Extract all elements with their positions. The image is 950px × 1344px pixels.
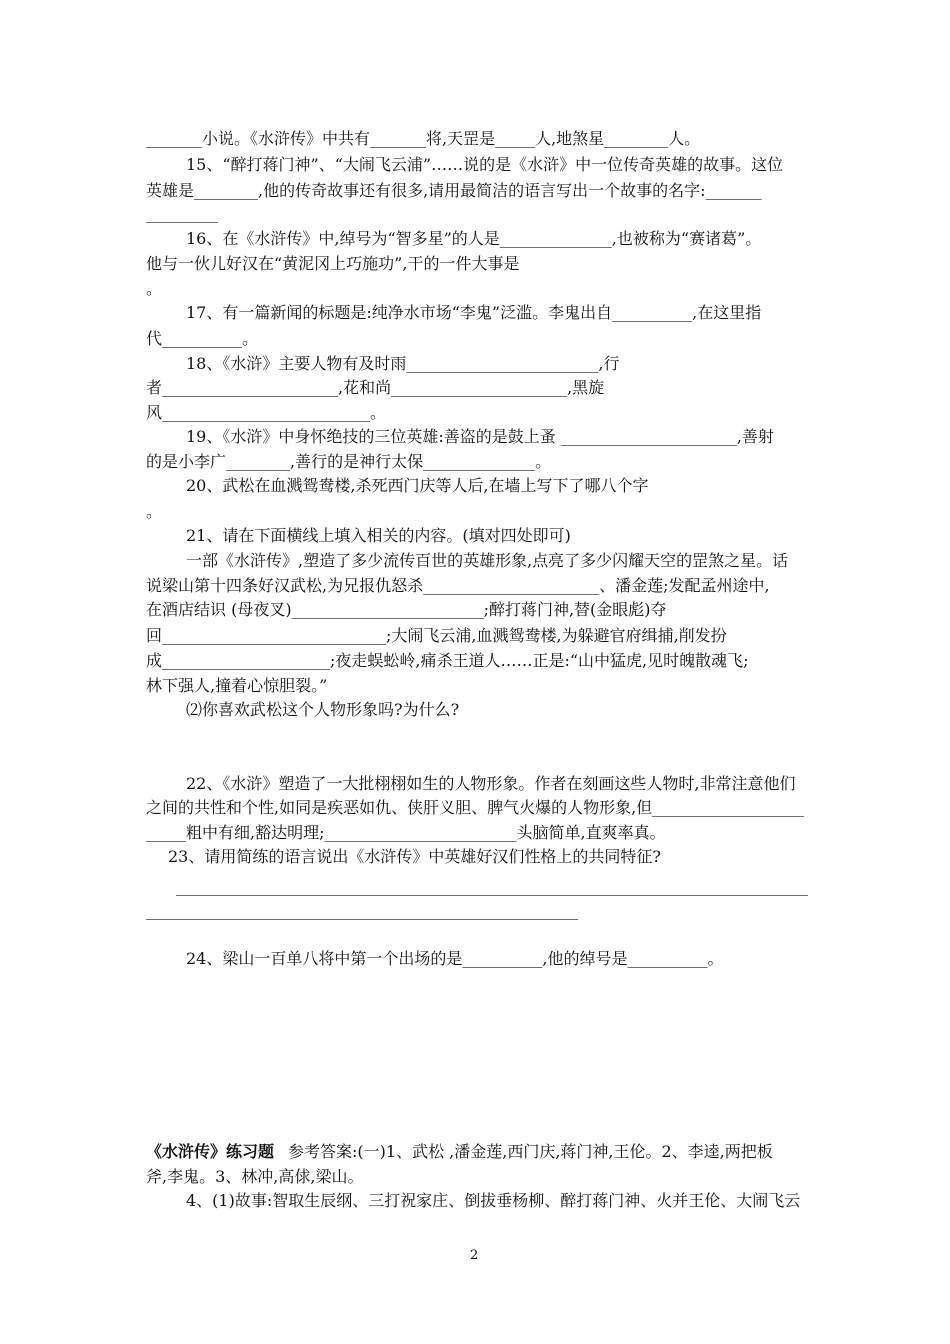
text-line: 者______________________,花和尚______________________,黑旋 [146,378,605,397]
text-line: _____粗中有细,豁达明理;________________________头脑简单,直爽率真。 [146,823,666,842]
question-19: 19、《水浒》中身怀绝技的三位英雄:善盗的是鼓上蚤 ______________________,善射 [186,427,774,446]
text-line: _________ [146,204,218,223]
text-line: 说梁山第十四条好汉武松,为兄报仇怒杀______________________、潘金莲;发配孟州途中, [146,576,770,595]
text-line: 斧,李鬼。3、林冲,高俅,梁山。 [146,1167,364,1186]
question-18: 18、《水浒》主要人物有及时雨________________________,行 [186,354,620,373]
answer-section [146,1141,773,1163]
text-line: 代__________。 [146,329,259,348]
question-23: 23、请用简练的语言说出《水浒传》中英雄好汉们性格上的共同特征? [168,847,661,866]
text-line: 。 [146,502,163,521]
question-16: 16、在《水浒传》中,绰号为“智多星”的人是______________,也被称为“赛诸葛”。 [186,229,762,248]
question-22: 22、《水浒》塑造了一大批栩栩如生的人物形象。作者在刻画这些人物时,非常注意他们 [186,774,796,793]
text-line: 在酒店结识 (母夜叉)________________________;醉打蒋门神,替(金眼彪)夺 [146,600,667,619]
text-line: 回____________________________;大闹飞云浦,血溅鸳鸯楼,为躲避官府缉捕,削发扮 [146,626,727,645]
answer-line: ______________________________________________________ [146,901,578,920]
text-line: 风__________________________。 [146,403,387,422]
answer-line: _______________________________________________________________________________ [176,877,808,896]
text-line: 成_____________________;夜走蜈蚣岭,痛杀王道人……正是:“山中猛虎,见时魄散魂飞; [146,651,749,670]
question-15: 15、“醉打蒋门神”、“大闹飞云浦”……说的是《水浒》中一位传奇英雄的故事。这位 [186,155,784,174]
text-line: 英雄是________,他的传奇故事还有很多,请用最简洁的语言写出一个故事的名字:_______ [146,181,762,200]
text-line: 一部《水浒传》,塑造了多少流传百世的英雄形象,点亮了多少闪耀天空的罡煞之星。话 [186,551,789,570]
question-21-2: ⑵你喜欢武松这个人物形象吗?为什么? [186,700,460,719]
question-17: 17、有一篇新闻的标题是:纯净水市场“李鬼”泛滥。李鬼出自__________,在这里指 [186,303,762,322]
text-line: 他与一伙儿好汉在“黄泥冈上巧施功”,干的一件大事是 [146,254,520,273]
text-line: 林下强人,撞着心惊胆裂。” [146,676,328,695]
answer-heading: 《水浒传》练习题 [146,1142,275,1161]
text-line: 。 [146,279,163,298]
question-20: 20、武松在血溅鸳鸯楼,杀死西门庆等人后,在墙上写下了哪八个字 [186,476,649,495]
text-line: 4、(1)故事:智取生辰纲、三打祝家庄、倒拔垂杨柳、醉打蒋门神、火并王伦、大闹飞云 [186,1191,801,1210]
text-line: 的是小李广________,善行的是神行太保______________。 [146,452,552,471]
answer-text: 参考答案:(一)1、武松 ,潘金莲,西门庆,蒋门神,王伦。2、李逵,两把板 [288,1142,773,1161]
text-line: 之间的共性和个性,如同是疾恶如仇、侠肝义胆、脾气火爆的人物形象,但___________________ [146,798,805,817]
question-21: 21、请在下面横线上填入相关的内容。(填对四处即可) [186,526,571,545]
question-24: 24、梁山一百单八将中第一个出场的是__________,他的绰号是__________。 [186,949,724,968]
page-number: 2 [470,1248,479,1263]
text-line: _______小说。《水浒传》中共有_______将,天罡是_____人,地煞星________人。 [146,129,701,148]
